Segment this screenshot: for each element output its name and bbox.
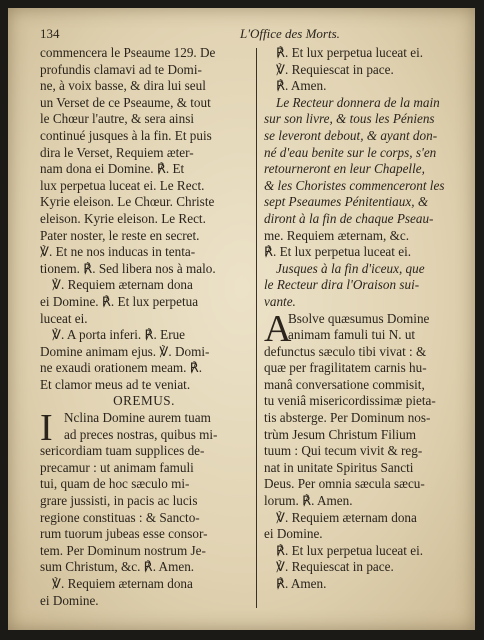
text-line: rum tuorum jubeas esse consor-	[40, 526, 208, 542]
text-line: Deus. Per omnia sæcula sæcu-	[264, 476, 425, 492]
text-line: ℟. Et lux perpetua luceat ei.	[276, 45, 424, 60]
text-line: ad preces nostras, quibus mi-	[64, 426, 218, 442]
text-line: ei Domine.	[40, 592, 99, 608]
text-line: ne, à voix basse, & dira lui seul	[40, 78, 206, 94]
section-heading: OREMUS.	[113, 393, 175, 409]
text-line: ℟. Amen.	[276, 576, 327, 591]
text-line: trùm Jesum Christum Filium	[264, 426, 417, 442]
text-line: defunctus sæculo tibi vivat : &	[264, 343, 427, 359]
text-line: Bsolve quæsumus Domine	[288, 310, 430, 326]
drop-cap: I	[40, 407, 53, 450]
rubric-line: Le Recteur donnera de la main	[276, 94, 440, 110]
text-line: precamur : ut animam famuli	[40, 459, 194, 475]
text-line: ℣. Requiem æternam dona	[276, 509, 417, 525]
text-line: ℟. Et lux perpetua luceat ei.	[276, 542, 424, 558]
text-line: ℣. Requiem æternam dona	[52, 277, 193, 293]
rubric-line: retourneront en leur Chapelle,	[264, 161, 425, 177]
text-line: ei Domine. ℟. Et lux perpetua	[40, 293, 199, 309]
text-line: commencera le Pseaume 129. De	[40, 45, 216, 60]
text-line: grare jussisti, in pacis ac lucis	[40, 493, 198, 509]
text-line: Kyrie eleison. Le Chœur. Christe	[40, 194, 215, 210]
text-line: tis absterge. Per Dominum nos-	[264, 410, 431, 426]
text-line: un Verset de ce Pseaume, & tout	[40, 94, 211, 110]
text-line: le Chœur l'autre, & sera ainsi	[40, 111, 194, 127]
running-header	[40, 26, 460, 42]
text-line: ℟. Amen.	[276, 78, 327, 94]
rubric-line: vante.	[264, 293, 296, 309]
rubric-line: & les Choristes commenceront les	[264, 177, 445, 193]
text-line: Domine animam ejus. ℣. Domi-	[40, 343, 210, 359]
rubric-line: sept Pseaumes Pénitentiaux, &	[264, 194, 429, 210]
text-line: regione constituas : & Sancto-	[40, 509, 200, 525]
text-line: ℣. Requiem æternam dona	[52, 576, 193, 591]
page-number: 134	[40, 26, 60, 41]
text-line: ℟. Et lux perpetua luceat ei.	[264, 244, 412, 260]
rubric-line: Jusques à la fin d'iceux, que	[276, 260, 425, 276]
text-line: manâ conversatione commisit,	[264, 376, 425, 392]
rubric-line: le Recteur dira l'Oraison sui-	[264, 277, 420, 293]
text-line: tui, quam de hoc sæculo mi-	[40, 476, 190, 492]
text-line: lorum. ℟. Amen.	[264, 493, 353, 509]
text-line: dira le Verset, Requiem æter-	[40, 144, 194, 160]
text-line: continué jusques à la fin. Et puis	[40, 127, 212, 143]
text-line: ℣. A porta inferi. ℟. Erue	[52, 327, 186, 343]
text-line: ℣. Requiescat in pace.	[276, 61, 394, 77]
right-column	[264, 45, 462, 593]
column-divider	[256, 48, 257, 608]
text-line: lux perpetua luceat ei. Le Rect.	[40, 177, 205, 193]
text-line: tionem. ℟. Sed libera nos à malo.	[40, 260, 216, 276]
drop-cap: A	[264, 307, 292, 350]
text-line: sum Christum, &c. ℟. Amen.	[40, 559, 195, 575]
text-line: profundis clamavi ad te Domi-	[40, 61, 202, 77]
text-line: Nclina Domine aurem tuam	[64, 410, 211, 426]
text-line: me. Requiem æternam, &c.	[264, 227, 410, 243]
text-line: tu veniâ misericordissimæ pieta-	[264, 393, 436, 409]
rubric-line: sur son livre, & tous les Péniens	[264, 111, 435, 127]
book-page	[8, 8, 475, 630]
text-line: ℣. Et ne nos inducas in tenta-	[40, 244, 196, 260]
running-title: L'Office des Morts.	[240, 26, 340, 41]
text-line: quæ per fragilitatem carnis hu-	[264, 360, 427, 376]
text-line: nam dona ei Domine. ℟. Et	[40, 161, 185, 177]
left-column	[40, 45, 248, 609]
text-line: tem. Per Dominum nostrum Je-	[40, 542, 206, 558]
text-line: sericordiam tuam supplices de-	[40, 443, 205, 459]
text-line: tuum : Qui tecum vivit & reg-	[264, 443, 423, 459]
text-line: ei Domine.	[264, 526, 323, 542]
text-line: nat in unitate Spiritus Sancti	[264, 459, 414, 475]
text-line: Et clamor meus ad te veniat.	[40, 376, 191, 392]
text-line: eleison. Kyrie eleison. Le Rect.	[40, 210, 206, 226]
text-line: Pater noster, le reste en secret.	[40, 227, 200, 243]
rubric-line: se leveront debout, & ayant don-	[264, 127, 438, 143]
rubric-line: né d'eau benite sur le corps, s'en	[264, 144, 437, 160]
rubric-line: diront à la fin de chaque Pseau-	[264, 210, 434, 226]
text-line: ℣. Requiescat in pace.	[276, 559, 394, 575]
text-line: ne exaudi orationem meam. ℟.	[40, 360, 203, 376]
text-line: animam famuli tui N. ut	[288, 327, 416, 343]
text-line: luceat ei.	[40, 310, 88, 326]
